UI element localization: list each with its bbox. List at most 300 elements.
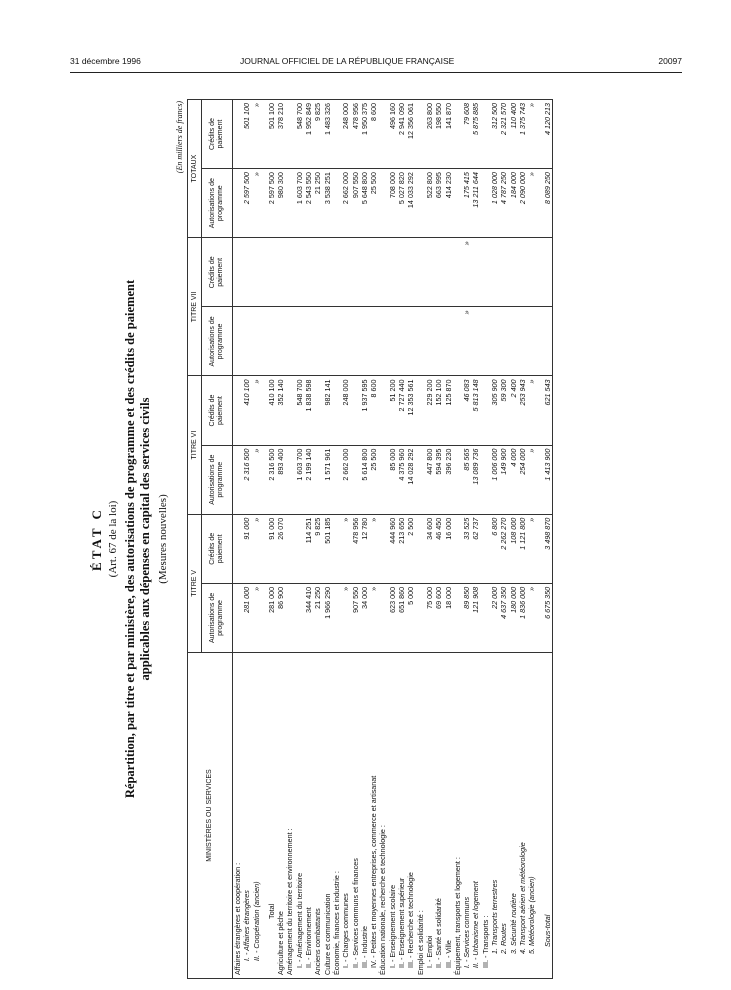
cell-value: 312 500 bbox=[490, 100, 499, 169]
cell-value: 4 375 960 bbox=[397, 445, 406, 514]
cell-value bbox=[285, 169, 294, 238]
cell-value: 496 160 bbox=[388, 100, 397, 169]
cell-value: 1 483 326 bbox=[323, 100, 332, 169]
cell-value: 1 937 595 bbox=[360, 376, 369, 445]
cell-value: 175 415 bbox=[462, 169, 471, 238]
row-label: 4. Transport aérien et météorologie bbox=[518, 653, 527, 979]
cell-value bbox=[416, 307, 425, 376]
cell-value bbox=[295, 238, 304, 307]
cell-value bbox=[285, 445, 294, 514]
cell-value: 21 250 bbox=[313, 583, 322, 652]
cell-value: 5 813 148 bbox=[471, 376, 480, 445]
cell-value: 91 000 bbox=[267, 514, 276, 583]
row-label: Éducation nationale, recherche et technologie : bbox=[378, 653, 387, 979]
cell-value: 8 089 250 bbox=[543, 169, 553, 238]
cell-value bbox=[481, 583, 490, 652]
cell-value: 2 727 440 bbox=[397, 376, 406, 445]
subcol-cp: Crédits de paiement bbox=[202, 100, 233, 169]
cell-value: 2 662 000 bbox=[341, 445, 350, 514]
cell-value: 6 800 bbox=[490, 514, 499, 583]
cell-value bbox=[481, 169, 490, 238]
cell-value: 2 662 000 bbox=[341, 169, 350, 238]
cell-value: 4 120 213 bbox=[543, 100, 553, 169]
cell-value: 4 000 bbox=[509, 445, 518, 514]
cell-value bbox=[332, 514, 341, 583]
cell-value: 1 950 375 bbox=[360, 100, 369, 169]
cell-value bbox=[453, 100, 462, 169]
cell-value: » bbox=[527, 445, 536, 514]
cell-value: 85 000 bbox=[388, 445, 397, 514]
cell-value bbox=[295, 307, 304, 376]
cell-value bbox=[453, 238, 462, 307]
cell-value: 2 500 bbox=[406, 514, 415, 583]
cell-value: 410 100 bbox=[267, 376, 276, 445]
table-row bbox=[351, 100, 360, 979]
table-row bbox=[313, 100, 322, 979]
cell-value bbox=[341, 238, 350, 307]
cell-value: 8 600 bbox=[369, 376, 378, 445]
cell-value: 110 400 bbox=[509, 100, 518, 169]
row-label: Affaires étrangères et coopération : bbox=[233, 653, 243, 979]
cell-value: » bbox=[462, 238, 471, 307]
cell-value bbox=[233, 583, 243, 652]
row-label: I. - Emploi bbox=[425, 653, 434, 979]
row-label: II. - Santé et solidarité bbox=[434, 653, 443, 979]
cell-value: 89 850 bbox=[462, 583, 471, 652]
cell-value: » bbox=[252, 169, 261, 238]
cell-value: 444 960 bbox=[388, 514, 397, 583]
row-label: Anciens combattants bbox=[313, 653, 322, 979]
article-reference: (Art. 67 de la loi) bbox=[107, 500, 119, 578]
cell-value: 34 000 bbox=[360, 583, 369, 652]
cell-value: 2 262 270 bbox=[499, 514, 508, 583]
cell-value bbox=[285, 307, 294, 376]
cell-value bbox=[378, 238, 387, 307]
cell-value bbox=[341, 307, 350, 376]
cell-value: 1 375 743 bbox=[518, 100, 527, 169]
cell-value bbox=[378, 376, 387, 445]
cell-value: 59 300 bbox=[499, 376, 508, 445]
cell-value bbox=[332, 100, 341, 169]
cell-value: 378 210 bbox=[276, 100, 285, 169]
cell-value: 4 637 350 bbox=[499, 583, 508, 652]
cell-value: 651 860 bbox=[397, 583, 406, 652]
cell-value bbox=[332, 445, 341, 514]
cell-value: 13 211 644 bbox=[471, 169, 480, 238]
row-label: 2. Routes bbox=[499, 653, 508, 979]
cell-value: 12 780 bbox=[360, 514, 369, 583]
col-titre-vii: TITRE VII bbox=[188, 238, 202, 376]
cell-value: 410 100 bbox=[242, 376, 251, 445]
cell-value: 34 600 bbox=[425, 514, 434, 583]
table-row bbox=[397, 100, 406, 979]
cell-value: 352 140 bbox=[276, 376, 285, 445]
cell-value bbox=[518, 238, 527, 307]
table-row bbox=[499, 100, 508, 979]
col-titre-v: TITRE V bbox=[188, 514, 202, 652]
cell-value: 2 316 500 bbox=[267, 445, 276, 514]
cell-value: 46 450 bbox=[434, 514, 443, 583]
credits-table bbox=[187, 99, 553, 979]
cell-value bbox=[378, 169, 387, 238]
cell-value: 281 000 bbox=[267, 583, 276, 652]
cell-value bbox=[304, 307, 313, 376]
cell-value bbox=[295, 583, 304, 652]
cell-value: 907 550 bbox=[351, 169, 360, 238]
cell-value bbox=[332, 169, 341, 238]
cell-value bbox=[378, 583, 387, 652]
cell-value: 3 498 870 bbox=[543, 514, 553, 583]
cell-value: 152 100 bbox=[434, 376, 443, 445]
cell-value bbox=[233, 514, 243, 583]
cell-value: » bbox=[527, 169, 536, 238]
cell-value: 982 141 bbox=[323, 376, 332, 445]
cell-value: 184 000 bbox=[509, 169, 518, 238]
table-row bbox=[416, 100, 425, 979]
table-row bbox=[388, 100, 397, 979]
cell-value bbox=[295, 514, 304, 583]
table-row bbox=[332, 100, 341, 979]
cell-value bbox=[425, 307, 434, 376]
cell-value: 478 956 bbox=[351, 514, 360, 583]
cell-value: 18 000 bbox=[444, 583, 453, 652]
cell-value: 1 836 000 bbox=[518, 583, 527, 652]
cell-value bbox=[323, 307, 332, 376]
cell-value: » bbox=[369, 514, 378, 583]
cell-value: 1 966 290 bbox=[323, 583, 332, 652]
cell-value: 25 500 bbox=[369, 169, 378, 238]
cell-value: 2 400 bbox=[509, 376, 518, 445]
cell-value bbox=[360, 307, 369, 376]
cell-value: 1 952 849 bbox=[304, 100, 313, 169]
cell-value bbox=[425, 238, 434, 307]
cell-value: 12 353 561 bbox=[406, 376, 415, 445]
table-row bbox=[527, 100, 536, 979]
cell-value: 663 995 bbox=[434, 169, 443, 238]
cell-value bbox=[453, 445, 462, 514]
cell-value: 86 900 bbox=[276, 583, 285, 652]
cell-value bbox=[453, 169, 462, 238]
cell-value: » bbox=[252, 100, 261, 169]
cell-value bbox=[313, 376, 322, 445]
cell-value bbox=[285, 100, 294, 169]
cell-value: 108 000 bbox=[509, 514, 518, 583]
header-journal: JOURNAL OFFICIEL DE LA RÉPUBLIQUE FRANÇAISE bbox=[240, 56, 455, 66]
table-row bbox=[242, 100, 251, 979]
cell-value bbox=[378, 445, 387, 514]
cell-value bbox=[509, 238, 518, 307]
cell-value: 5 648 800 bbox=[360, 169, 369, 238]
col-totaux: TOTAUX bbox=[188, 100, 202, 238]
row-label: I. - Charges communes bbox=[341, 653, 350, 979]
table-row bbox=[360, 100, 369, 979]
cell-value bbox=[233, 307, 243, 376]
row-label: I. - Affaires étrangères bbox=[242, 653, 251, 979]
cell-value: 2 597 500 bbox=[267, 169, 276, 238]
cell-value bbox=[397, 238, 406, 307]
cell-value: 1 028 000 bbox=[490, 169, 499, 238]
cell-value: 121 908 bbox=[471, 583, 480, 652]
table-row bbox=[369, 100, 378, 979]
unit-note: (En milliers de francs) bbox=[175, 101, 184, 174]
cell-value bbox=[416, 169, 425, 238]
cell-value: 522 800 bbox=[425, 169, 434, 238]
cell-value: 1 413 900 bbox=[543, 445, 553, 514]
etat-heading: ÉTAT C bbox=[89, 507, 104, 571]
cell-value bbox=[416, 583, 425, 652]
cell-value bbox=[471, 238, 480, 307]
cell-value: » bbox=[527, 514, 536, 583]
cell-value bbox=[285, 514, 294, 583]
cell-value: 1 006 000 bbox=[490, 445, 499, 514]
row-label: Équipement, transports et logement : bbox=[453, 653, 462, 979]
cell-value: 2 941 090 bbox=[397, 100, 406, 169]
cell-value bbox=[397, 307, 406, 376]
cell-value: 149 900 bbox=[499, 445, 508, 514]
table-row bbox=[490, 100, 499, 979]
mesures-nouvelles: (Mesures nouvelles) bbox=[157, 494, 169, 584]
cell-value: 12 356 061 bbox=[406, 100, 415, 169]
cell-value bbox=[360, 238, 369, 307]
row-label: II. - Coopération (ancien) bbox=[252, 653, 261, 979]
cell-value bbox=[313, 238, 322, 307]
row-label: Emploi et solidarité : bbox=[416, 653, 425, 979]
cell-value: » bbox=[341, 583, 350, 652]
cell-value: 1 603 700 bbox=[295, 169, 304, 238]
cell-value: 1 571 961 bbox=[323, 445, 332, 514]
cell-value: 5 875 885 bbox=[471, 100, 480, 169]
cell-value: » bbox=[252, 583, 261, 652]
cell-value: » bbox=[252, 445, 261, 514]
cell-value: 25 500 bbox=[369, 445, 378, 514]
subcol-cp: Crédits de paiement bbox=[202, 514, 233, 583]
cell-value: 414 230 bbox=[444, 169, 453, 238]
cell-value: 501 100 bbox=[242, 100, 251, 169]
table-row bbox=[518, 100, 527, 979]
row-label: III. - Recherche et technologie bbox=[406, 653, 415, 979]
cell-value: 478 956 bbox=[351, 100, 360, 169]
cell-value bbox=[378, 100, 387, 169]
cell-value bbox=[304, 238, 313, 307]
cell-value: 22 000 bbox=[490, 583, 499, 652]
cell-value bbox=[332, 307, 341, 376]
cell-value bbox=[332, 583, 341, 652]
cell-value bbox=[313, 307, 322, 376]
table-row bbox=[453, 100, 462, 979]
cell-value bbox=[490, 307, 499, 376]
subcol-ap: Autorisations de programme bbox=[202, 583, 233, 652]
cell-value: 344 410 bbox=[304, 583, 313, 652]
cell-value: 8 600 bbox=[369, 100, 378, 169]
row-label: I. - Services communs bbox=[462, 653, 471, 979]
table-body bbox=[233, 100, 553, 979]
cell-value: 2 199 140 bbox=[304, 445, 313, 514]
cell-value bbox=[233, 238, 243, 307]
row-label: Économie, finances et industrie : bbox=[332, 653, 341, 979]
row-label: II. - Enseignement supérieur bbox=[397, 653, 406, 979]
subcol-cp: Crédits de paiement bbox=[202, 376, 233, 445]
cell-value: 9 825 bbox=[313, 514, 322, 583]
cell-value: 91 000 bbox=[242, 514, 251, 583]
cell-value: 3 538 251 bbox=[323, 169, 332, 238]
cell-value: 6 675 350 bbox=[543, 583, 553, 652]
row-label: 3. Sécurité routière bbox=[509, 653, 518, 979]
rotated-page-content bbox=[87, 99, 677, 979]
cell-value: 229 200 bbox=[425, 376, 434, 445]
cell-value bbox=[332, 376, 341, 445]
cell-value bbox=[242, 238, 251, 307]
table-row bbox=[233, 100, 243, 979]
cell-value bbox=[351, 376, 360, 445]
cell-value bbox=[434, 238, 443, 307]
cell-value: 5 000 bbox=[406, 583, 415, 652]
row-label: I. - Aménagement du territoire bbox=[295, 653, 304, 979]
cell-value bbox=[490, 238, 499, 307]
cell-value bbox=[406, 307, 415, 376]
cell-value: 708 000 bbox=[388, 169, 397, 238]
cell-value bbox=[323, 238, 332, 307]
subcol-ap: Autorisations de programme bbox=[202, 445, 233, 514]
row-label: I. - Enseignement scolaire bbox=[388, 653, 397, 979]
row-label: II. - Urbanisme et logement bbox=[471, 653, 480, 979]
cell-value: 893 400 bbox=[276, 445, 285, 514]
cell-value bbox=[453, 514, 462, 583]
cell-value: 141 870 bbox=[444, 100, 453, 169]
cell-value: 2 321 570 bbox=[499, 100, 508, 169]
cell-value: 69 600 bbox=[434, 583, 443, 652]
cell-value: 114 251 bbox=[304, 514, 313, 583]
row-label: Agriculture et pêche bbox=[276, 653, 285, 979]
cell-value: 125 870 bbox=[444, 376, 453, 445]
cell-value: 501 100 bbox=[267, 100, 276, 169]
cell-value bbox=[388, 238, 397, 307]
subcol-ap: Autorisations de programme bbox=[202, 307, 233, 376]
cell-value: 396 230 bbox=[444, 445, 453, 514]
cell-value bbox=[351, 238, 360, 307]
cell-value bbox=[499, 238, 508, 307]
row-label: 1. Transports terrestres bbox=[490, 653, 499, 979]
cell-value: 548 700 bbox=[295, 100, 304, 169]
col-titre-vi: TITRE VI bbox=[188, 376, 202, 514]
table-row bbox=[285, 100, 294, 979]
cell-value bbox=[416, 238, 425, 307]
cell-value bbox=[453, 583, 462, 652]
cell-value: 248 000 bbox=[341, 100, 350, 169]
cell-value: 2 090 000 bbox=[518, 169, 527, 238]
cell-value bbox=[471, 307, 480, 376]
cell-value bbox=[481, 376, 490, 445]
subcol-cp: Crédits de paiement bbox=[202, 238, 233, 307]
title-line-1: Répartition, par titre et par ministère, des autorisations de programme et des crédits de paiement bbox=[123, 279, 137, 799]
cell-value bbox=[313, 445, 322, 514]
cell-value bbox=[499, 307, 508, 376]
cell-value: 501 185 bbox=[323, 514, 332, 583]
cell-value: » bbox=[527, 583, 536, 652]
cell-value bbox=[285, 238, 294, 307]
cell-value: » bbox=[462, 307, 471, 376]
table-row bbox=[267, 100, 276, 979]
cell-value bbox=[453, 307, 462, 376]
header-page-number: 20097 bbox=[658, 56, 682, 66]
cell-value bbox=[444, 238, 453, 307]
cell-value bbox=[509, 307, 518, 376]
cell-value: 1 603 700 bbox=[295, 445, 304, 514]
cell-value bbox=[481, 307, 490, 376]
cell-value: 75 000 bbox=[425, 583, 434, 652]
cell-value bbox=[233, 100, 243, 169]
cell-value: » bbox=[252, 376, 261, 445]
cell-value bbox=[233, 376, 243, 445]
cell-value bbox=[527, 307, 536, 376]
cell-value bbox=[527, 238, 536, 307]
row-label: III. - Ville bbox=[444, 653, 453, 979]
cell-value: 62 737 bbox=[471, 514, 480, 583]
cell-value: 281 000 bbox=[242, 583, 251, 652]
cell-value: 79 608 bbox=[462, 100, 471, 169]
cell-value: 213 650 bbox=[397, 514, 406, 583]
cell-value bbox=[252, 307, 261, 376]
table-row bbox=[462, 100, 471, 979]
cell-value bbox=[351, 307, 360, 376]
row-label: II. - Services communs et finances bbox=[351, 653, 360, 979]
cell-value bbox=[332, 238, 341, 307]
cell-value bbox=[481, 514, 490, 583]
row-label: Total bbox=[267, 653, 276, 979]
cell-value bbox=[369, 307, 378, 376]
row-label: IV. - Petites et moyennes entreprises, commerce et artisanat bbox=[369, 653, 378, 979]
cell-value: 33 525 bbox=[462, 514, 471, 583]
cell-value: » bbox=[369, 583, 378, 652]
cell-value bbox=[406, 238, 415, 307]
header-rule bbox=[70, 72, 682, 73]
cell-value: 263 800 bbox=[425, 100, 434, 169]
cell-value bbox=[444, 307, 453, 376]
table-row bbox=[295, 100, 304, 979]
cell-value bbox=[481, 238, 490, 307]
cell-value: » bbox=[527, 100, 536, 169]
cell-value bbox=[378, 307, 387, 376]
cell-value: » bbox=[527, 376, 536, 445]
cell-value bbox=[481, 445, 490, 514]
cell-value: 1 838 598 bbox=[304, 376, 313, 445]
table-row bbox=[444, 100, 453, 979]
cell-value bbox=[481, 100, 490, 169]
cell-value: » bbox=[252, 514, 261, 583]
table-row bbox=[304, 100, 313, 979]
cell-value: 2 316 500 bbox=[242, 445, 251, 514]
cell-value bbox=[416, 514, 425, 583]
cell-value: 198 550 bbox=[434, 100, 443, 169]
table-row bbox=[471, 100, 480, 979]
cell-value bbox=[453, 376, 462, 445]
table-row bbox=[252, 100, 261, 979]
cell-value: 594 395 bbox=[434, 445, 443, 514]
cell-value: 907 550 bbox=[351, 583, 360, 652]
page-header bbox=[70, 56, 682, 70]
cell-value: 248 000 bbox=[341, 376, 350, 445]
row-label: II. - Environnement bbox=[304, 653, 313, 979]
cell-value: 14 028 292 bbox=[406, 445, 415, 514]
cell-value: 9 825 bbox=[313, 100, 322, 169]
cell-value: » bbox=[341, 514, 350, 583]
table-row bbox=[406, 100, 415, 979]
title-line-2: applicables aux dépenses en capital des services civils bbox=[138, 397, 152, 681]
cell-value: 180 000 bbox=[509, 583, 518, 652]
cell-value: 46 083 bbox=[462, 376, 471, 445]
table-row bbox=[481, 100, 490, 979]
row-label: 5. Météorologie (ancien) bbox=[527, 653, 536, 979]
cell-value: 447 800 bbox=[425, 445, 434, 514]
